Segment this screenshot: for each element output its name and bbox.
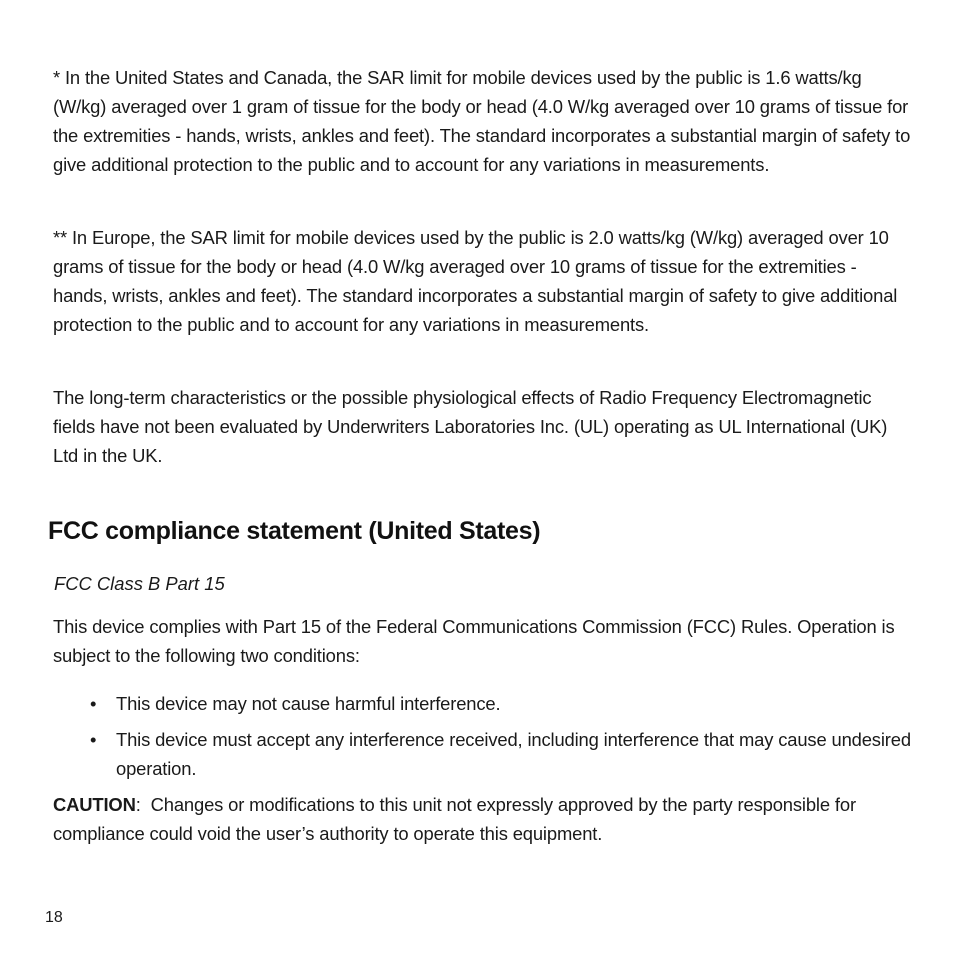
long-term-effects-note: The long-term characteristics or the possible physiological effects of Radio Frequency Electromagnetic fields have not been evaluated by Underwriters Laboratories Inc. (UL) operating as UL International (UK) Ltd in the UK. — [53, 387, 888, 466]
fcc-subheading: FCC Class B Part 15 — [54, 573, 225, 594]
europe-sar-note: ** In Europe, the SAR limit for mobile devices used by the public is 2.0 watts/kg (W/kg) averaged over 10 grams of tissue for the body or head (4.0 W/kg averaged over 10 grams of tissue for the extremities - hands, wrists, ankles and feet). The standard incorporates a substantial margin of safety to give additional protection to the public and to account for any variations in measurements. — [53, 227, 898, 335]
caution-note — [53, 790, 911, 848]
page-number: 18 — [45, 909, 63, 926]
list-item — [53, 725, 911, 783]
bullet-icon: • — [90, 729, 97, 750]
caution-separator: : — [135, 794, 141, 815]
list-item — [53, 689, 911, 718]
us-sar-note: * In the United States and Canada, the SAR limit for mobile devices used by the public is 1.6 watts/kg (W/kg) averaged over 1 gram of tissue for the body or head (4.0 W/kg averaged over 10 grams of tissue for the extremities - hands, wrists, ankles and feet). The standard incorporates a substantial margin of safety to give additional protection to the public and to account for any variations in measurements. — [53, 67, 911, 175]
fcc-intro: This device complies with Part 15 of the Federal Communications Commission (FCC) Rules. Operation is subject to the following two conditions: — [53, 616, 895, 666]
fcc-conditions-list — [53, 689, 911, 790]
condition-text: This device must accept any interference received, including interference that may cause undesired operation. — [116, 729, 911, 779]
caution-text: Changes or modifications to this unit not expressly approved by the party responsible for compliance could void the user’s authority to operate this equipment. — [53, 794, 856, 844]
condition-text: This device may not cause harmful interference. — [116, 693, 501, 714]
caution-label: CAUTION — [53, 794, 136, 815]
fcc-heading: FCC compliance statement (United States) — [48, 517, 541, 545]
bullet-icon: • — [90, 693, 97, 714]
